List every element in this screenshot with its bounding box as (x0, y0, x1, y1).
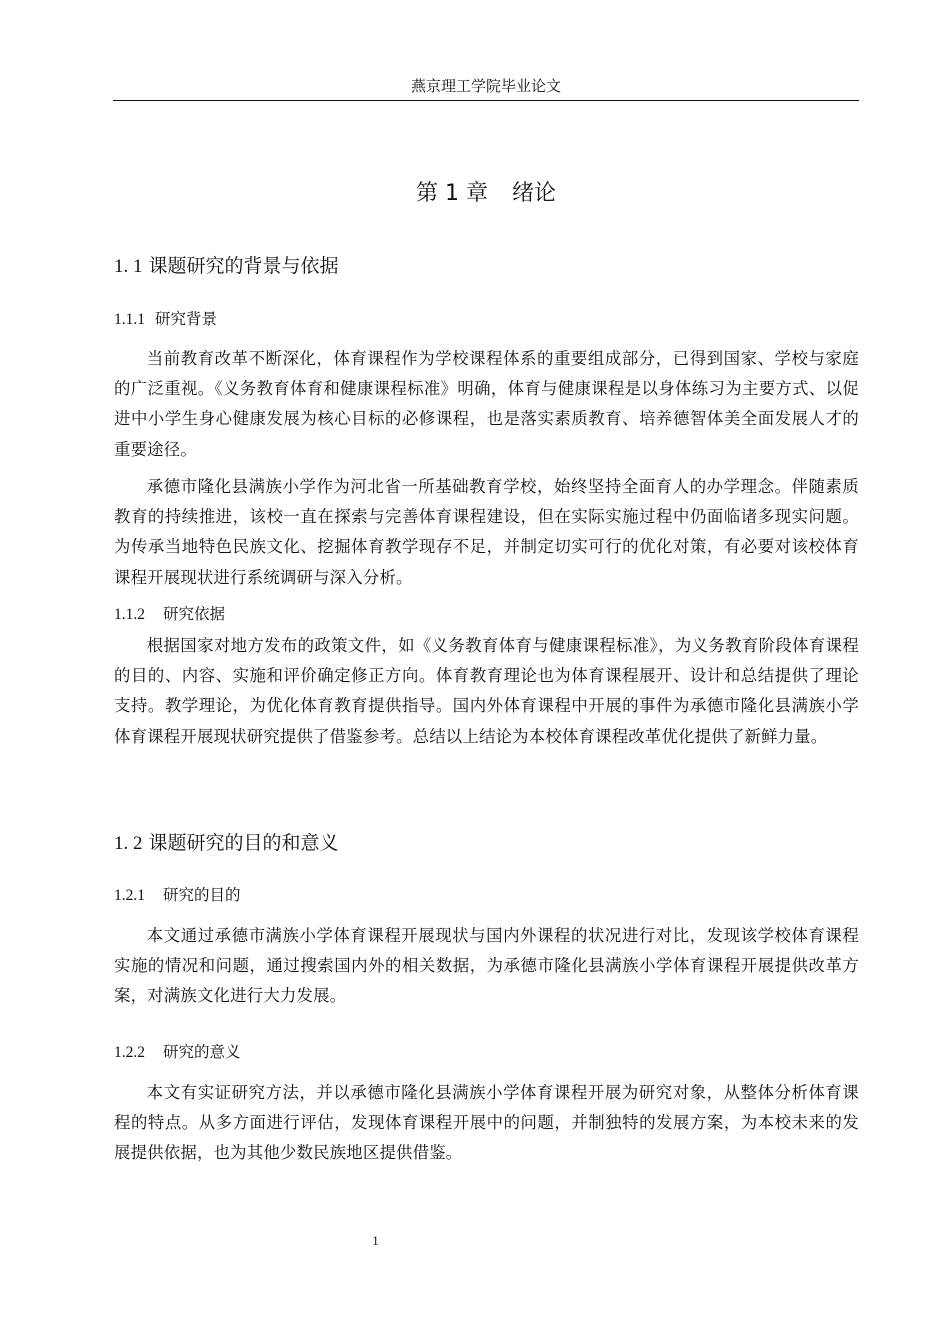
section-heading (114, 829, 859, 858)
section-heading (114, 252, 859, 281)
body-paragraph: 本文通过承德市满族小学体育课程开展现状与国内外课程的状况进行对比，发现该学校体育课程实施的情况和问题，通过搜索国内外的相关数据，为承德市隆化县满族小学体育课程开展提供改革方案，对满族文化进行大力发展。 (114, 926, 859, 1006)
running-header: 燕京理工学院毕业论文 (410, 77, 561, 95)
subsection-heading (114, 602, 859, 627)
subsection-title: 研究背景 (155, 310, 218, 328)
chapter-title: 绪论 (511, 181, 556, 206)
subsection-number: 1.2.2 (114, 1044, 145, 1061)
section-title: 课题研究的背景与依据 (148, 255, 339, 277)
body-paragraph: 当前教育改革不断深化，体育课程作为学校课程体系的重要组成部分，已得到国家、学校与家庭的广泛重视。《义务教育体育和健康课程标准》明确，体育与健康课程是以身体练习为主要方式、以促进中小学生身心健康发展为核心目标的必修课程，也是落实素质教育、培养德智体美全面发展人才的重要途径。 (114, 349, 859, 459)
chapter-heading (113, 177, 859, 211)
section-title: 课题研究的目的和意义 (148, 832, 339, 854)
subsection-title: 研究的意义 (163, 1043, 241, 1061)
body-paragraph: 本文有实证研究方法，并以承德市隆化县满族小学体育课程开展为研究对象，从整体分析体育课程的特点。从多方面进行评估，发现体育课程开展中的问题，并制独特的发展方案，为本校未来的发展提供依据，也为其他少数民族地区提供借鉴。 (114, 1083, 859, 1163)
header-divider (113, 100, 859, 101)
subsection-heading (114, 307, 859, 332)
subsection-heading (114, 883, 859, 908)
subsection-number: 1.2.1 (114, 887, 145, 904)
subsection-heading (114, 1040, 859, 1065)
page-number: 1 (372, 1233, 379, 1248)
chapter-number: 第 1 章 (416, 181, 488, 206)
section-number: 1. 2 (114, 833, 143, 854)
subsection-number: 1.1.1 (114, 311, 145, 328)
subsection-title: 研究的目的 (163, 886, 241, 904)
body-paragraph: 根据国家对地方发布的政策文件，如《义务教育体育与健康课程标准》，为义务教育阶段体育课程的目的、内容、实施和评价确定修正方向。体育教育理论也为体育课程展开、设计和总结提供了理论支持。教学理论，为优化体育教育提供指导。国内外体育课程中开展的事件为承德市隆化县满族小学体育课程开展现状研究提供了借鉴参考。总结以上结论为本校体育课程改革优化提供了新鲜力量。 (114, 636, 859, 746)
section-number: 1. 1 (114, 256, 143, 277)
subsection-number: 1.1.2 (114, 606, 145, 623)
subsection-title: 研究依据 (163, 605, 226, 623)
body-paragraph: 承德市隆化县满族小学作为河北省一所基础教育学校，始终坚持全面育人的办学理念。伴随素质教育的持续推进，该校一直在探索与完善体育课程建设，但在实际实施过程中仍面临诸多现实问题。为传承当地特色民族文化、挖掘体育教学现存不足，并制定切实可行的优化对策，有必要对该校体育课程开展现状进行系统调研与深入分析。 (114, 477, 859, 587)
